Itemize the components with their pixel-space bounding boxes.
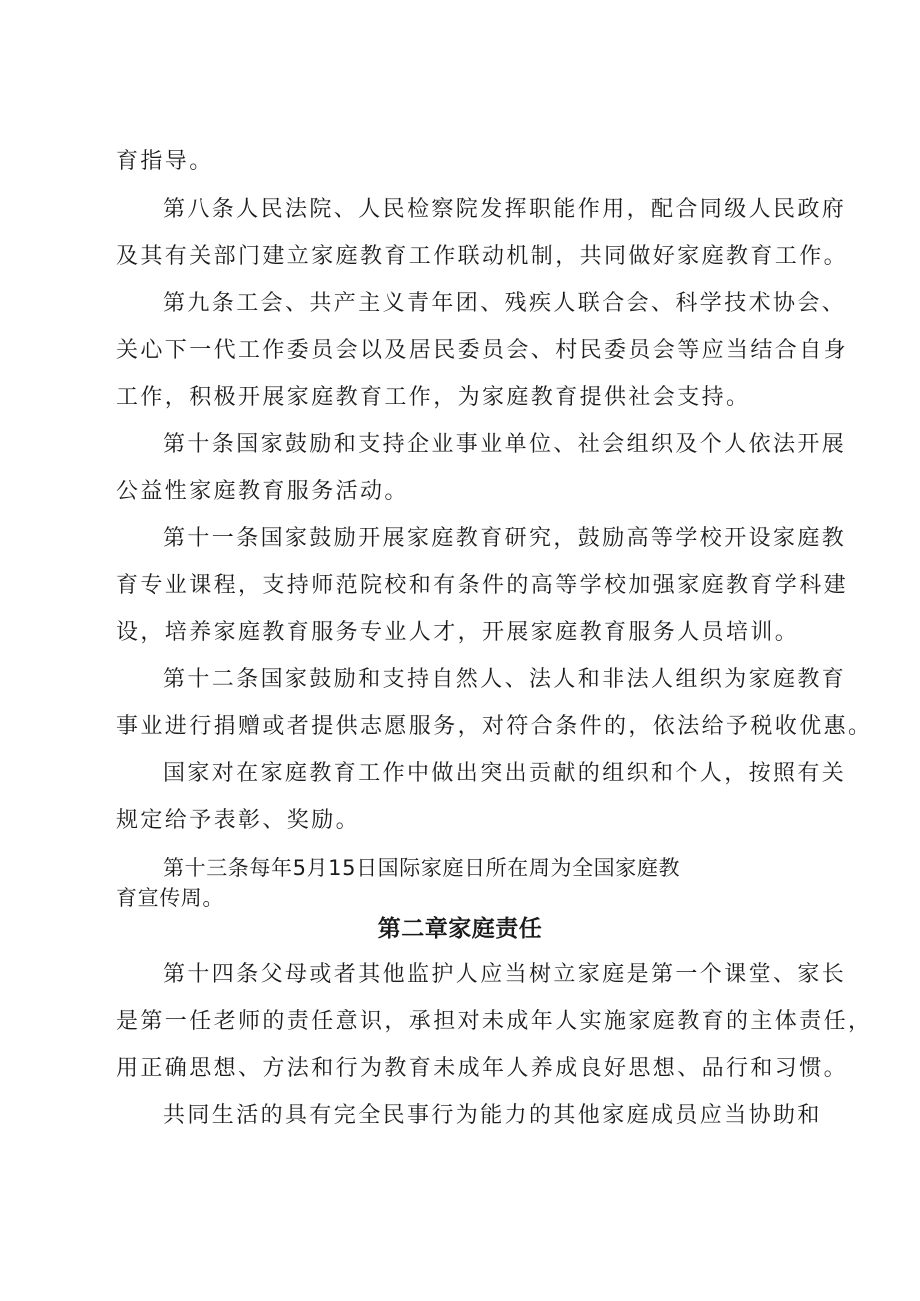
paragraph-line: 及其有关部门建立家庭教育工作联动机制，共同做好家庭教育工作。 (116, 244, 849, 269)
paragraph-line: 育指导。 (116, 149, 214, 174)
paragraph-line: 第十一条国家鼓励开展家庭教育研究，鼓励高等学校开设家庭教 (163, 526, 847, 551)
paragraph-line: 第十三条每年5月15日国际家庭日所在周为全国家庭教 (163, 856, 681, 880)
paragraph-line: 规定给予表彰、奖励。 (116, 808, 361, 833)
paragraph-line: 育宣传周。 (116, 886, 224, 910)
paragraph-line: 公益性家庭教育服务活动。 (116, 479, 409, 504)
paragraph-line: 育专业课程，支持师范院校和有条件的高等学校加强家庭教育学科建 (116, 573, 849, 598)
paragraph-line: 第十四条父母或者其他监护人应当树立家庭是第一个课堂、家长 (163, 962, 847, 987)
paragraph-line: 第十二条国家鼓励和支持自然人、法人和非法人组织为家庭教育 (163, 667, 847, 692)
paragraph-line: 工作，积极开展家庭教育工作，为家庭教育提供社会支持。 (116, 385, 751, 410)
paragraph-line: 国家对在家庭教育工作中做出突出贡献的组织和个人，按照有关 (163, 761, 847, 786)
paragraph-line: 事业进行捐赠或者提供志愿服务，对符合条件的，依法给予税收优惠。 (116, 714, 873, 739)
paragraph-line: 第十条国家鼓励和支持企业事业单位、社会组织及个人依法开展 (163, 432, 847, 457)
paragraph-line: 第九条工会、共产主义青年团、残疾人联合会、科学技术协会、 (163, 291, 847, 316)
paragraph-line: 第八条人民法院、人民检察院发挥职能作用，配合同级人民政府 (163, 197, 847, 222)
paragraph-line: 用正确思想、方法和行为教育未成年人养成良好思想、品行和习惯。 (116, 1056, 849, 1081)
paragraph-line: 关心下一代工作委员会以及居民委员会、村民委员会等应当结合自身 (116, 338, 849, 363)
paragraph-line: 设，培养家庭教育服务专业人才，开展家庭教育服务人员培训。 (116, 620, 800, 645)
paragraph-line: 是第一任老师的责任意识，承担对未成年人实施家庭教育的主体责任， (116, 1009, 873, 1034)
paragraph-line: 共同生活的具有完全民事行为能力的其他家庭成员应当协助和 (163, 1103, 822, 1128)
chapter-heading: 第二章家庭责任 (377, 916, 543, 942)
